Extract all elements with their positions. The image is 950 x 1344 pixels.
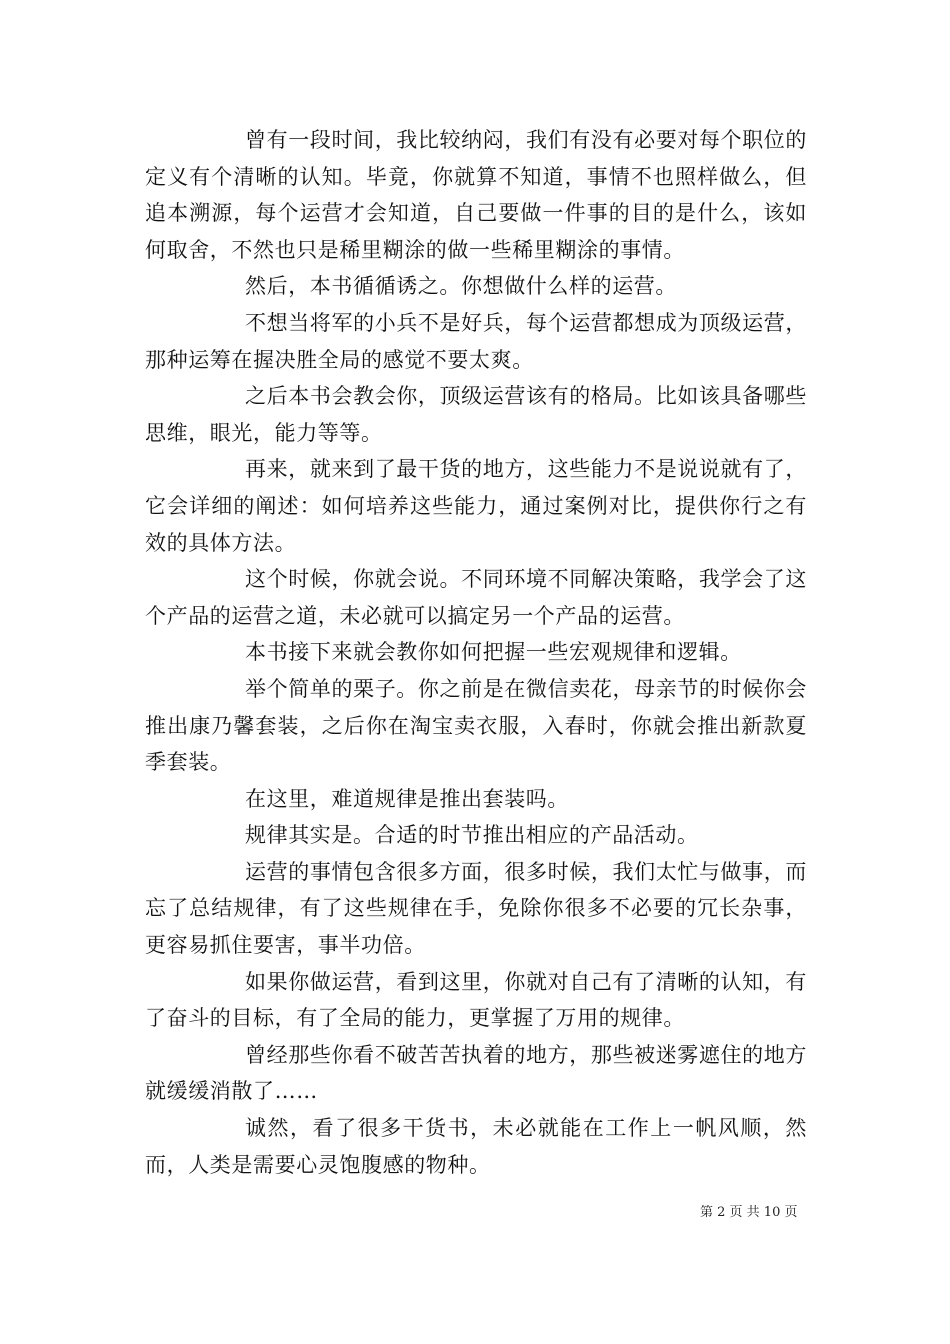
paragraph: 不想当将军的小兵不是好兵，每个运营都想成为顶级运营，那种运筹在握决胜全局的感觉不要太爽。 <box>145 310 807 372</box>
paragraph: 曾经那些你看不破苦苦执着的地方，那些被迷雾遮住的地方就缓缓消散了…… <box>145 1042 807 1104</box>
paragraph: 诚然，看了很多干货书，未必就能在工作上一帆风顺，然而，人类是需要心灵饱腹感的物种。 <box>145 1116 807 1177</box>
paragraph: 然后，本书循循诱之。你想做什么样的运营。 <box>245 274 677 299</box>
page-number-footer: 第 2 页 共 10 页 <box>700 1205 798 1220</box>
paragraph: 再来，就来到了最干货的地方，这些能力不是说说就有了，它会详细的阐述：如何培养这些能力，通过案例对比，提供你行之有效的具体方法。 <box>145 457 807 555</box>
paragraph: 规律其实是。合适的时节推出相应的产品活动。 <box>245 823 699 848</box>
body-text <box>145 122 807 1183</box>
paragraph: 运营的事情包含很多方面，很多时候，我们太忙与做事，而忘了总结规律，有了这些规律在手，免除你很多不必要的冗长杂事，更容易抓住要害，事半功倍。 <box>145 859 807 958</box>
paragraph: 如果你做运营，看到这里，你就对自己有了清晰的认知，有了奋斗的目标，有了全局的能力，更掌握了万用的规律。 <box>145 969 807 1031</box>
paragraph: 举个简单的栗子。你之前是在微信卖花，母亲节的时候你会推出康乃馨套装，之后你在淘宝卖衣服，入春时，你就会推出新款夏季套装。 <box>145 676 807 775</box>
paragraph: 在这里，难道规律是推出套装吗。 <box>245 786 569 811</box>
paragraph: 本书接下来就会教你如何把握一些宏观规律和逻辑。 <box>245 640 742 665</box>
paragraph: 曾有一段时间，我比较纳闷，我们有没有必要对每个职位的定义有个清晰的认知。毕竟，你就算不知道，事情不也照样做么，但追本溯源，每个运营才会知道，自己要做一件事的目的是什么，该如何取舍，不然也只是稀里糊涂的做一些稀里糊涂的事情。 <box>145 128 807 262</box>
paragraph: 这个时候，你就会说。不同环境不同解决策略，我学会了这个产品的运营之道，未必就可以搞定另一个产品的运营。 <box>145 567 807 628</box>
paragraph: 之后本书会教会你，顶级运营该有的格局。比如该具备哪些思维，眼光，能力等等。 <box>145 384 807 445</box>
